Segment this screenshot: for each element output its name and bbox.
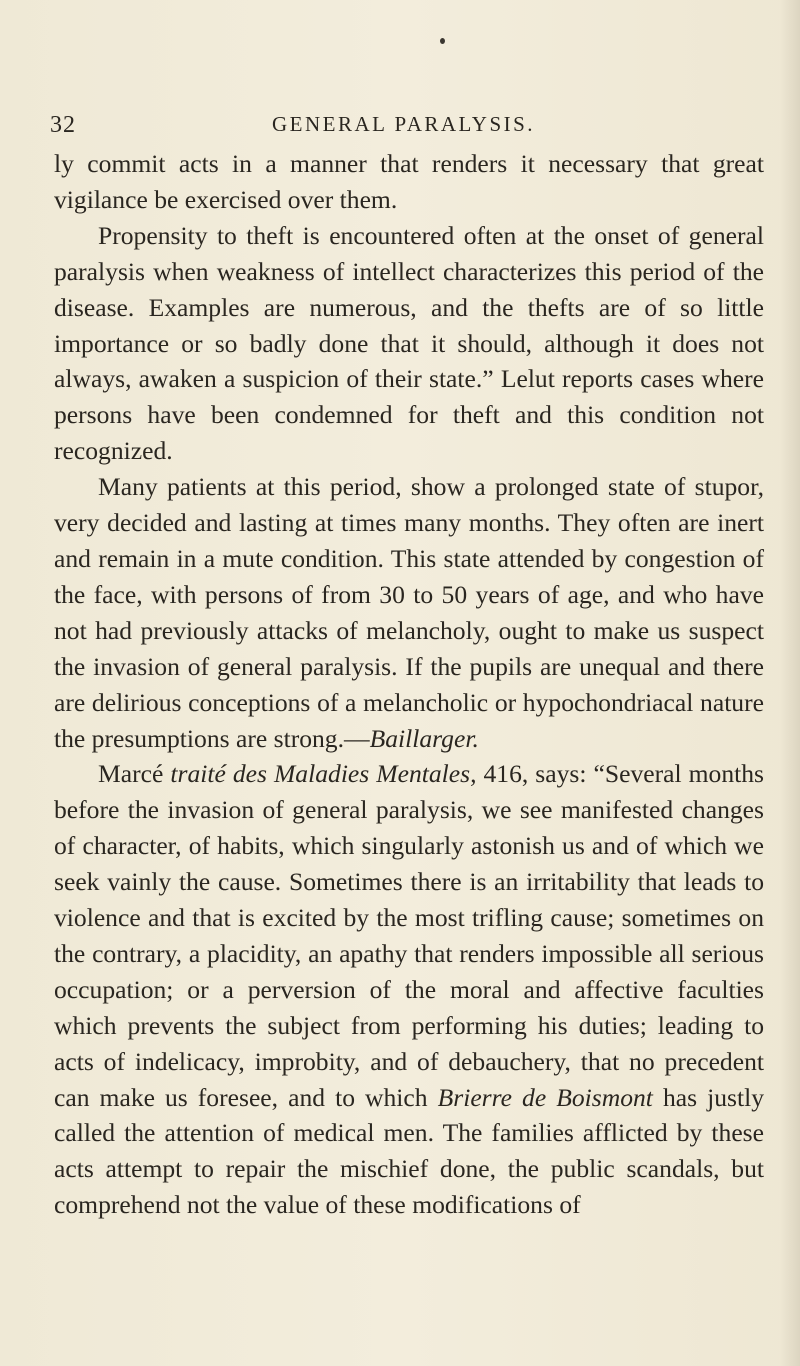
paragraph-3 [54, 469, 764, 756]
paragraph-3-text: Many patients at this period, show a prolonged state of stupor, very decided and lasting at times many months. They often are inert and remain in a mute condition. This state attended by congestion of the face, with persons of from 30 to 50 years of age, and who have not had previously attacks of melancholy, ought to make us suspect the invasion of general paralysis. If the pupils are unequal and there are delirious conceptions of a melancholic or hypochondriacal nature the presumptions are strong.— [54, 472, 764, 753]
paragraph-4-lead: Marcé [98, 759, 171, 789]
cited-author-name: Brierre de Boismont [437, 1082, 653, 1112]
page-edge-shadow [780, 0, 800, 1366]
paragraph-4-quote: 416, says: “Several months before the invasion of general paralysis, we see manifested changes of character, of habits, which singularly astonish us and of which we seek vainly the cause. Sometimes there is an irritability that leads to violence and that is excited by the most trifling cause; sometimes on the contrary, a placidity, an apathy that renders impossible all serious occupation; or a perversion of the moral and affective faculties which prevents the subject from performing his duties; leading to acts of indelicacy, improbity, and of debauchery, that no precedent can make us foresee, and to which [54, 759, 765, 1112]
paragraph-4 [54, 756, 764, 1223]
paragraph-1: ly commit acts in a manner that renders it necessary that great vigilance be exercised over them. [54, 149, 764, 214]
citation-author: Baillarger. [369, 723, 479, 753]
page-number: 32 [50, 112, 76, 138]
body-text [54, 146, 764, 1223]
paragraph-4-end: has justly called the attention of medical men. The families afflicted by these acts attempt to repair the mischief done, the public scandals, but comprehend not the value of these modifications of [54, 1082, 764, 1220]
paragraph-2: Propensity to theft is encountered often at the onset of general paralysis when weakness of intellect characterizes this period of the disease. Examples are numerous, and the thefts are of so little importance or so badly done that it should, although it does not always, awaken a suspicion of their state.” Lelut reports cases where persons have been condemned for theft and this condition not recognized. [54, 220, 764, 466]
ink-speck [440, 38, 445, 44]
running-title: GENERAL PARALYSIS. [272, 112, 536, 136]
cited-work-title: traité des Maladies Mentales, [170, 759, 477, 789]
